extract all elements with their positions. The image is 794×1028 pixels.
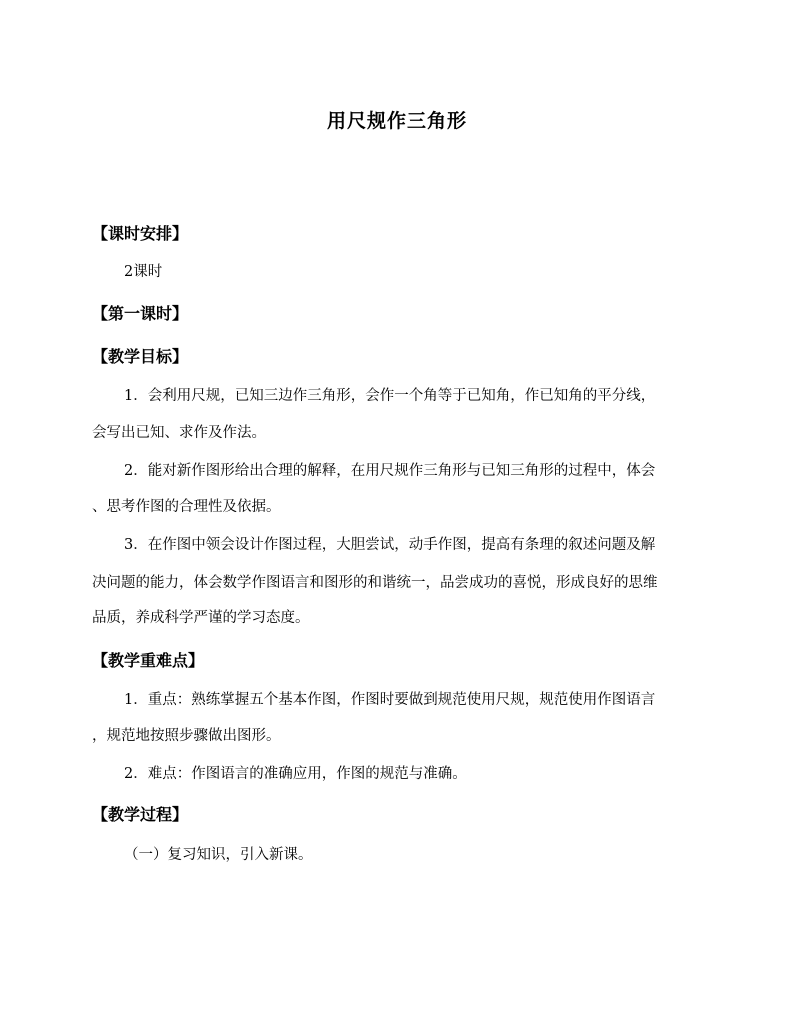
goal3-line3: 品质，养成科学严谨的学习态度。 bbox=[92, 610, 310, 626]
goal1-line1: 1．会利用尺规，已知三边作三角形，会作一个角等于已知角，作已知角的平分线， bbox=[124, 388, 656, 404]
schedule-heading: 【课时安排】 bbox=[92, 224, 189, 243]
key-points-heading: 【教学重难点】 bbox=[92, 651, 205, 670]
key1-line1: 1．重点：熟练掌握五个基本作图，作图时要做到规范使用尺规，规范使用作图语言 bbox=[124, 692, 656, 708]
key2-line1: 2．难点：作图语言的准确应用，作图的规范与准确。 bbox=[124, 766, 467, 782]
process-item-1: （一）复习知识，引入新课。 bbox=[124, 847, 313, 863]
key1-line2: ，规范地按照步骤做出图形。 bbox=[92, 728, 281, 744]
goal3-line1: 3．在作图中领会设计作图过程，大胆尝试，动手作图，提高有条理的叙述问题及解 bbox=[124, 537, 656, 553]
goal3-line2: 决问题的能力，体会数学作图语言和图形的和谐统一，品尝成功的喜悦，形成良好的思维 bbox=[92, 575, 658, 591]
first-lesson-heading: 【第一课时】 bbox=[92, 304, 189, 323]
goal2-line1: 2．能对新作图形给出合理的解释，在用尺规作三角形与已知三角形的过程中，体会 bbox=[124, 463, 656, 479]
schedule-text: 2课时 bbox=[124, 264, 163, 280]
document-title: 用尺规作三角形 bbox=[326, 110, 467, 132]
goal1-line2: 会写出已知、求作及作法。 bbox=[92, 425, 266, 441]
process-heading: 【教学过程】 bbox=[92, 805, 189, 824]
goal2-line2: 、思考作图的合理性及依据。 bbox=[92, 499, 281, 515]
goals-heading: 【教学目标】 bbox=[92, 347, 189, 366]
